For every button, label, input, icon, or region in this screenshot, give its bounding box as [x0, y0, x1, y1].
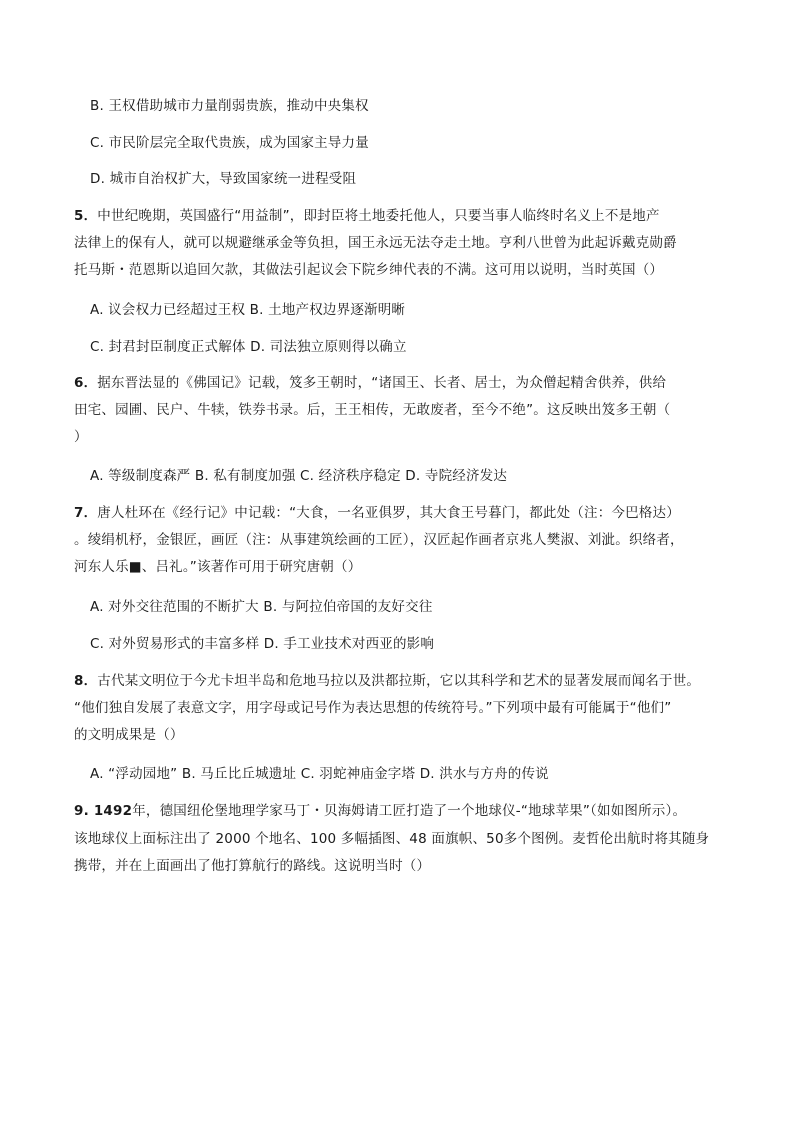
q5-line1	[74, 206, 660, 226]
q6-line2: 田宅、园圃、民户、牛犊，铁券书录。后，王王相传，无敢废者，至今不绝”。这反映出笈多王朝（	[74, 402, 671, 418]
q7-line2: 。绫绢机杼，金银匠，画匠（注：从事建筑绘画的工匠），汉匠起作画者京兆人樊淑、刘泚。织络者，	[74, 532, 684, 548]
q6-line3: ）	[74, 429, 88, 445]
q6-line1	[74, 373, 666, 393]
q6-text-1: 据东晋法显的《佛国记》记载，笈多王朝时，“诸国王、长者、居士，为众僧起精舍供养，供给	[97, 375, 667, 391]
q7-line1	[74, 503, 680, 523]
q7-text-1: 唐人杜环在《经行记》中记载：“大食，一名亚俱罗，其大食王号暮门，都此处（注：今巴格达）	[97, 505, 680, 521]
q9-line3: 携带，并在上面画出了他打算航行的路线。这说明当时（）	[74, 858, 431, 874]
q5-options-ab: A. 议会权力已经超过王权 B. 土地产权边界逐渐明晰	[90, 302, 406, 318]
q7-options-cd: C. 对外贸易形式的丰富多样 D. 手工业技术对西亚的影响	[90, 636, 435, 652]
q9-line1	[74, 801, 686, 821]
q5-line3: 托马斯・范恩斯以追回欠款，其做法引起议会下院乡绅代表的不满。这可用以说明，当时英国（）	[74, 262, 664, 278]
q8-options: A. “浮动园地” B. 马丘比丘城遗址 C. 羽蛇神庙金字塔 D. 洪水与方舟的传说	[90, 766, 549, 782]
q8-line2: “他们独自发展了表意文字，用字母或记号作为表达思想的传统符号。”下列项中最有可能属于“他们”	[74, 700, 672, 716]
q7-options-ab: A. 对外交往范围的不断扩大 B. 与阿拉伯帝国的友好交往	[90, 599, 433, 615]
q5-line2: 法律上的保有人，就可以规避继承金等负担，国王永远无法夺走土地。亨利八世曾为此起诉戴克勋爵	[74, 235, 677, 251]
q8-line3: 的文明成果是（）	[74, 727, 184, 743]
q8-text-1: 古代某文明位于今尤卡坦半岛和危地马拉以及洪都拉斯，它以其科学和艺术的显著发展而闻名于世。	[97, 673, 701, 689]
q5-text-1: 中世纪晚期，英国盛行“用益制”，即封臣将土地委托他人，只要当事人临终时名义上不是地产	[97, 208, 660, 224]
q6-number: 6．	[74, 375, 98, 391]
q6-options: A. 等级制度森严 B. 私有制度加强 C. 经济秩序稳定 D. 寺院经济发达	[90, 468, 508, 484]
q8-line1	[74, 671, 700, 691]
q7-line3: 河东人乐■、吕礼。”该著作可用于研究唐朝（）	[74, 559, 362, 575]
q9-number: 9. 1492	[74, 803, 133, 819]
q4-option-b: B. 王权借助城市力量削弱贵族，推动中央集权	[90, 98, 369, 114]
q7-number: 7．	[74, 505, 98, 521]
q5-options-cd: C. 封君封臣制度正式解体 D. 司法独立原则得以确立	[90, 339, 407, 355]
q9-line2: 该地球仪上面标注出了 2000 个地名、100 多幅插图、48 面旗帜、50多个图例。麦哲伦出航时将其随身	[74, 831, 710, 847]
q4-option-c: C. 市民阶层完全取代贵族，成为国家主导力量	[90, 135, 369, 151]
q5-number: 5．	[74, 208, 98, 224]
q4-option-d: D. 城市自治权扩大，导致国家统一进程受阻	[90, 171, 357, 187]
q9-text-1: 年，德国纽伦堡地理学家马丁・贝海姆请工匠打造了一个地球仪-“地球苹果”（如如图所示）。	[132, 803, 687, 819]
q8-number: 8．	[74, 673, 98, 689]
